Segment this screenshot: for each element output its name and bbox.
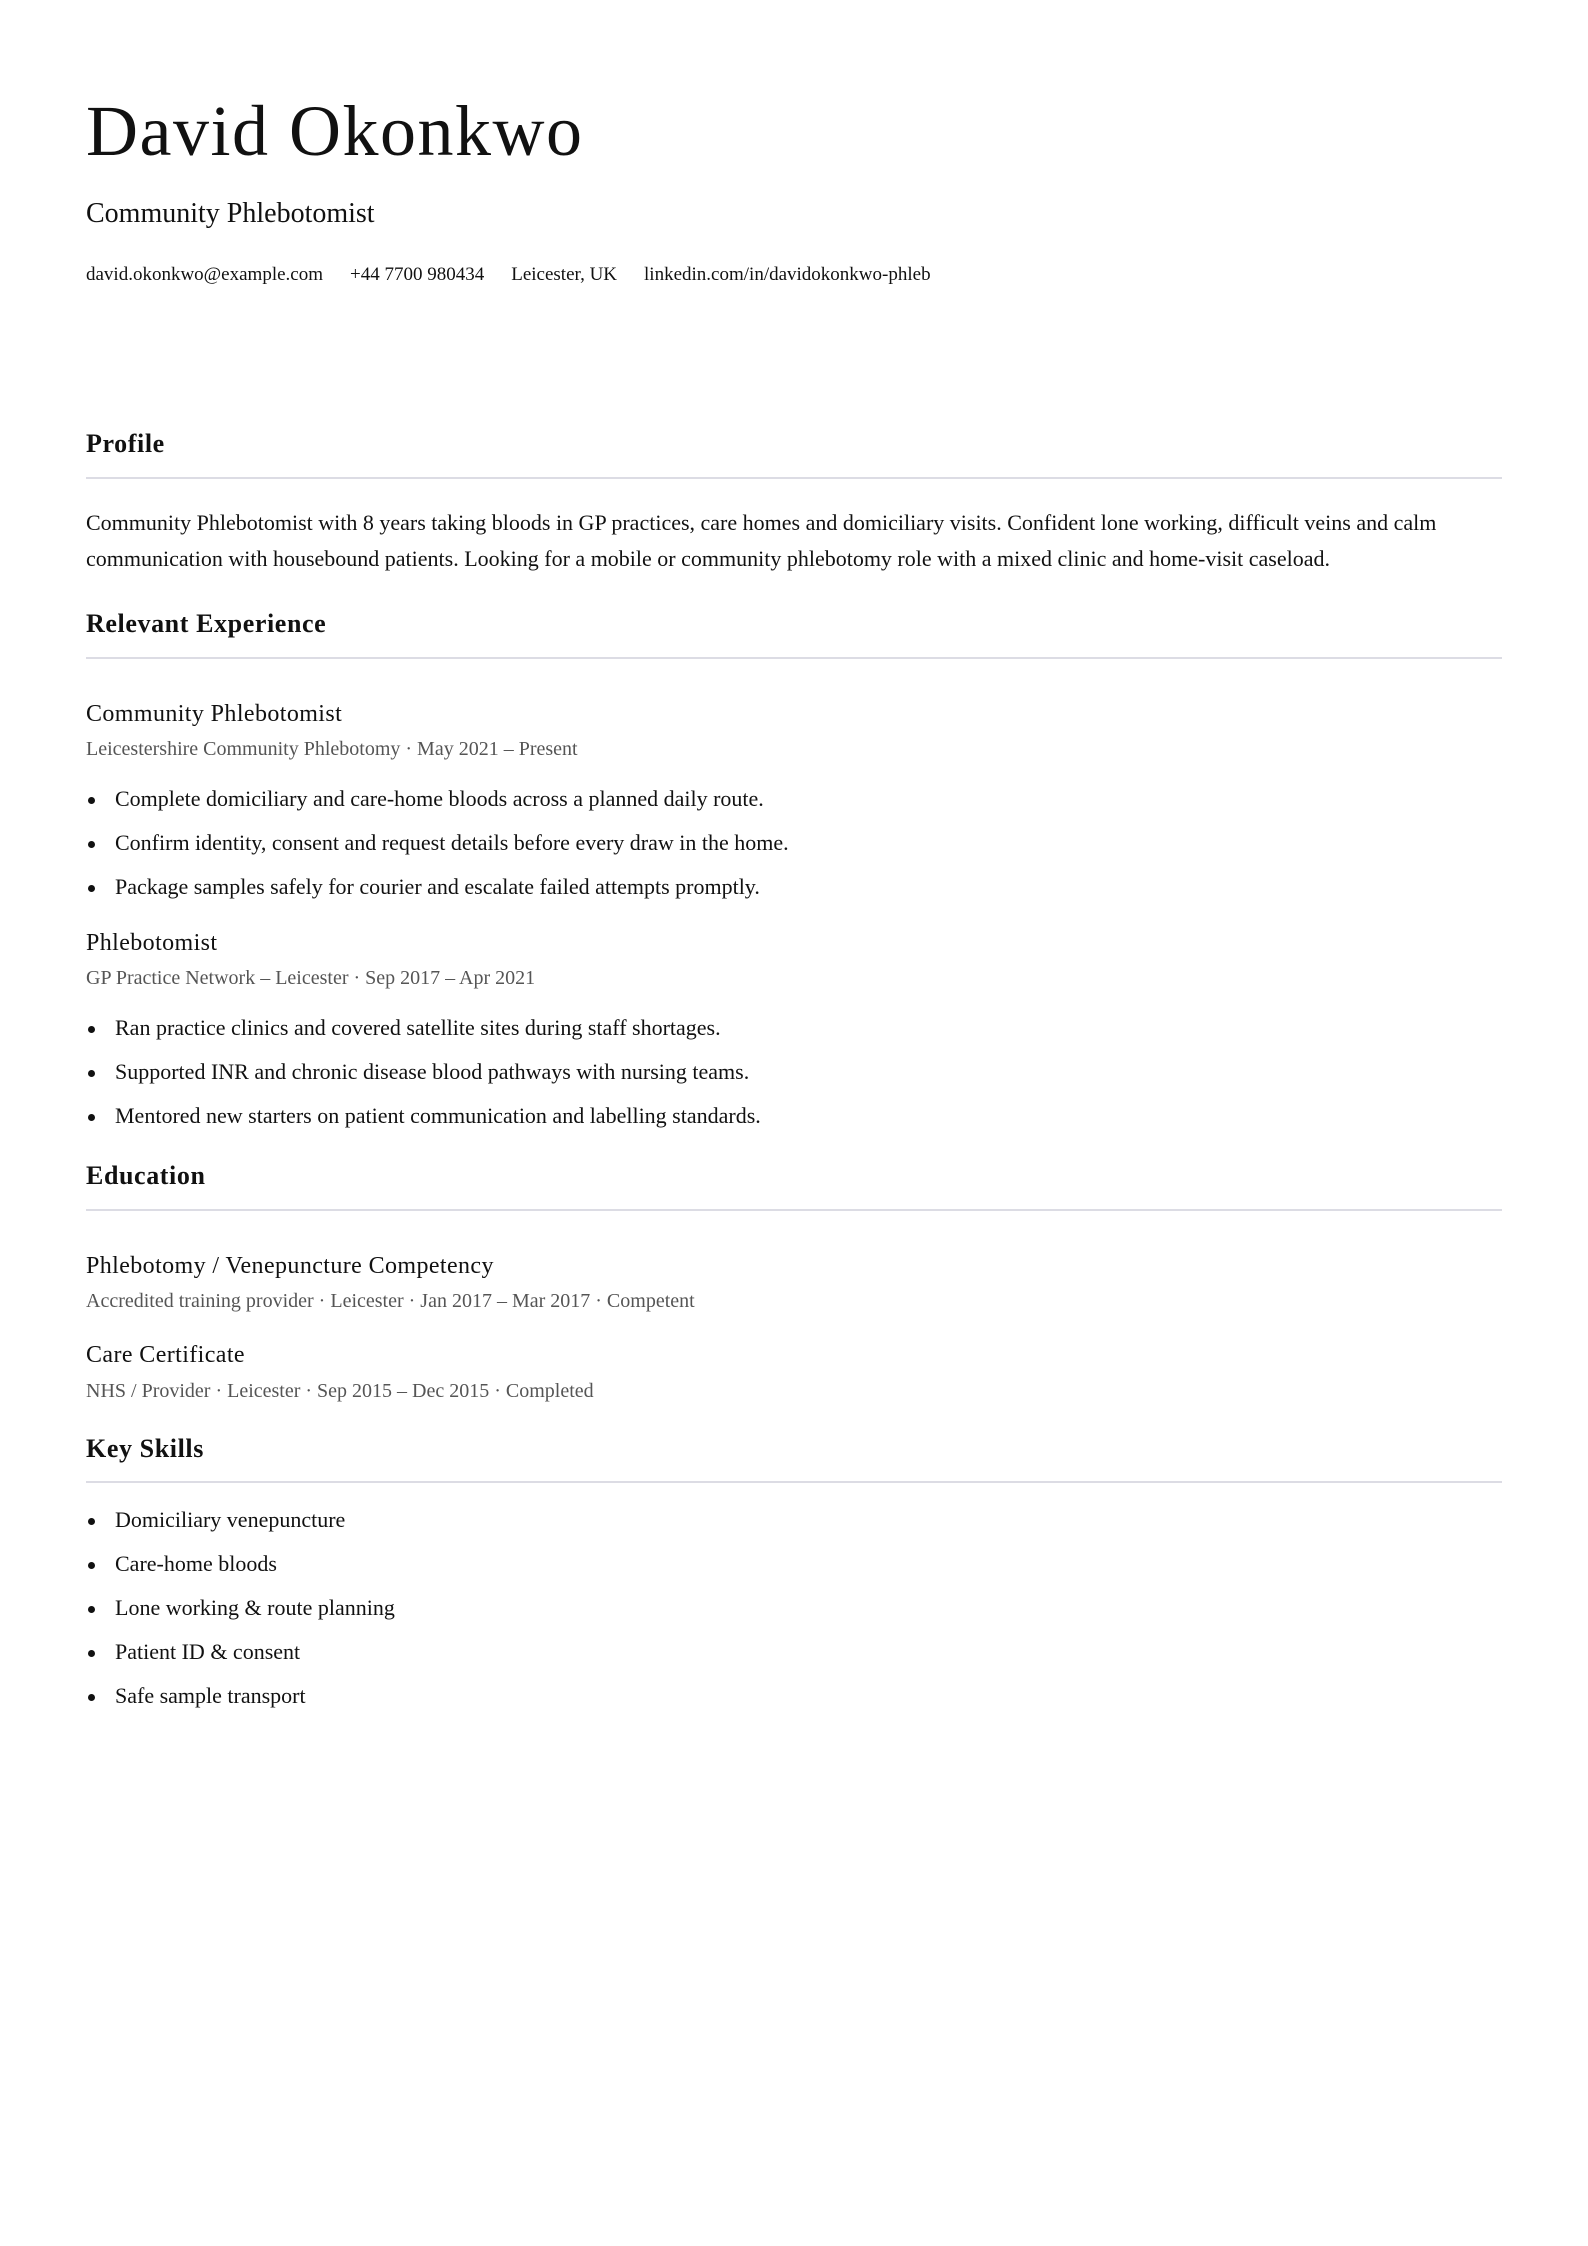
contact-info	[86, 263, 1502, 288]
job-bullet: Ran practice clinics and covered satellite sites during staff shortages.	[86, 1013, 1502, 1043]
contact-email: david.okonkwo@example.com	[86, 263, 323, 285]
job-meta: GP Practice Network – Leicester · Sep 2017 – Apr 2021	[86, 967, 536, 990]
job-meta: Leicestershire Community Phlebotomy · May 2021 – Present	[86, 738, 578, 761]
job-bullet: Mentored new starters on patient communication and labelling standards.	[86, 1101, 1502, 1131]
job-bullets	[86, 1013, 1502, 1131]
job-bullet: Supported INR and chronic disease blood pathways with nursing teams.	[86, 1057, 1502, 1087]
resume-header	[86, 88, 1502, 287]
skill-item: Safe sample transport	[86, 1681, 1502, 1711]
candidate-role: Community Phlebotomist	[86, 198, 375, 230]
job-title: Community Phlebotomist	[86, 701, 343, 728]
job-bullet: Package samples safely for courier and escalate failed attempts promptly.	[86, 872, 1502, 902]
skills-section	[86, 1432, 1502, 1712]
section-title-profile: Profile	[86, 427, 1502, 479]
education-title: Care Certificate	[86, 1342, 245, 1369]
profile-summary: Community Phlebotomist with 8 years taking bloods in GP practices, care homes and domiciliary visits. Confident lone working, difficult veins and calm communication with housebound patients. Looking for a mobile or community phlebotomy role with a mixed clinic and home-visit caseload.	[86, 510, 1437, 572]
education-meta: NHS / Provider · Leicester · Sep 2015 – Dec 2015 · Completed	[86, 1379, 594, 1402]
education-meta: Accredited training provider · Leicester · Jan 2017 – Mar 2017 · Competent	[86, 1290, 695, 1313]
contact-phone: +44 7700 980434	[350, 263, 485, 285]
education-section	[86, 1159, 1502, 1403]
skills-list	[86, 1505, 1502, 1711]
section-title-experience: Relevant Experience	[86, 607, 1502, 659]
profile-section	[86, 427, 1502, 577]
education-entry	[86, 1340, 1502, 1403]
section-title-education: Education	[86, 1159, 1502, 1211]
skill-item: Patient ID & consent	[86, 1637, 1502, 1667]
candidate-name: David Okonkwo	[86, 91, 584, 171]
job-bullet: Complete domiciliary and care-home bloods across a planned daily route.	[86, 784, 1502, 814]
skill-item: Care-home bloods	[86, 1549, 1502, 1579]
skill-item: Lone working & route planning	[86, 1593, 1502, 1623]
job-title: Phlebotomist	[86, 930, 218, 957]
skill-item: Domiciliary venepuncture	[86, 1505, 1502, 1535]
contact-location: Leicester, UK	[511, 263, 618, 285]
experience-section	[86, 607, 1502, 1131]
section-title-skills: Key Skills	[86, 1432, 1502, 1484]
education-entry	[86, 1251, 1502, 1314]
contact-linkedin: linkedin.com/in/davidokonkwo-phleb	[644, 263, 931, 285]
job-entry	[86, 699, 1502, 902]
job-entry	[86, 928, 1502, 1131]
education-title: Phlebotomy / Venepuncture Competency	[86, 1253, 494, 1280]
job-bullet: Confirm identity, consent and request details before every draw in the home.	[86, 828, 1502, 858]
job-bullets	[86, 784, 1502, 902]
